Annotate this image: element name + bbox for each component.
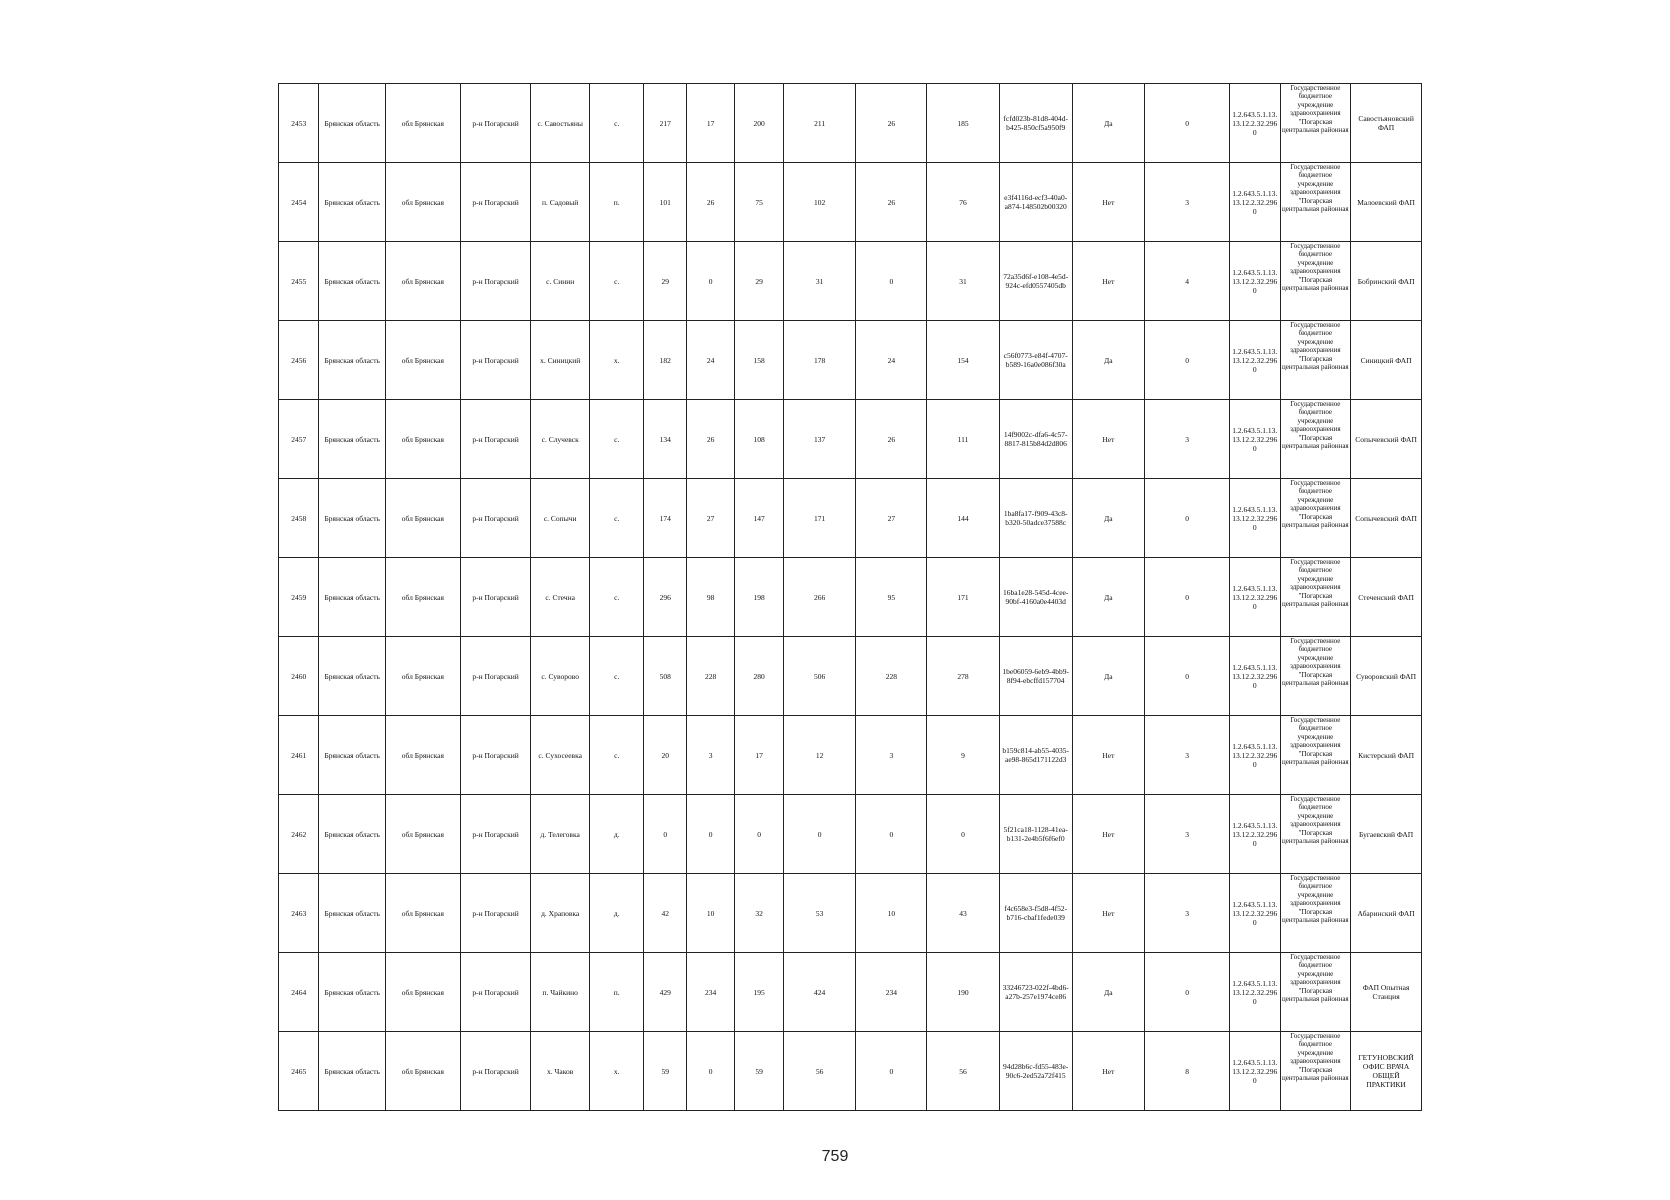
district-cell: р-н Погарский bbox=[460, 242, 531, 321]
flag-cell: Да bbox=[1072, 953, 1145, 1032]
org-code-cell: 1.2.643.5.1.13.13.12.2.32.2960 bbox=[1230, 558, 1280, 637]
population-group-a-2-cell: 24 bbox=[856, 321, 927, 400]
row-number-cell: 2456 bbox=[279, 321, 319, 400]
population-total-cell: 296 bbox=[644, 558, 686, 637]
settlement-type-cell: д. bbox=[589, 795, 644, 874]
population-total-cell: 101 bbox=[644, 163, 686, 242]
count-cell: 0 bbox=[1145, 637, 1230, 716]
population-total-cell: 182 bbox=[644, 321, 686, 400]
row-number-cell: 2453 bbox=[279, 84, 319, 163]
row-number-cell: 2458 bbox=[279, 479, 319, 558]
count-cell: 0 bbox=[1145, 558, 1230, 637]
fap-cell: Суворовский ФАП bbox=[1351, 637, 1422, 716]
settlement-type-cell: с. bbox=[589, 558, 644, 637]
fap-cell: Сопычевский ФАП bbox=[1351, 479, 1422, 558]
oblast-cell: обл Брянская bbox=[386, 84, 461, 163]
population-group-b-2-cell: 154 bbox=[927, 321, 1000, 400]
organization-cell: Государственное бюджетное учреждение здравоохранения "Погарская центральная районная bbox=[1280, 874, 1351, 953]
flag-cell: Нет bbox=[1072, 242, 1145, 321]
population-total-cell: 42 bbox=[644, 874, 686, 953]
district-cell: р-н Погарский bbox=[460, 479, 531, 558]
region-cell: Брянская область bbox=[319, 1032, 386, 1111]
region-cell: Брянская область bbox=[319, 953, 386, 1032]
population-total-2-cell: 102 bbox=[783, 163, 856, 242]
flag-cell: Да bbox=[1072, 321, 1145, 400]
flag-cell: Нет bbox=[1072, 716, 1145, 795]
population-group-a-2-cell: 0 bbox=[856, 242, 927, 321]
population-total-cell: 174 bbox=[644, 479, 686, 558]
settlement-cell: с. Сухосеевка bbox=[531, 716, 590, 795]
population-group-a-2-cell: 26 bbox=[856, 400, 927, 479]
guid-cell: 16ba1e28-545d-4cee-90bf-4160a0e4403d bbox=[999, 558, 1072, 637]
population-group-b-cell: 195 bbox=[735, 953, 783, 1032]
population-group-a-2-cell: 0 bbox=[856, 795, 927, 874]
flag-cell: Да bbox=[1072, 558, 1145, 637]
org-code-cell: 1.2.643.5.1.13.13.12.2.32.2960 bbox=[1230, 1032, 1280, 1111]
guid-cell: 14f9002c-dfa6-4c57-8817-815b84d2d806 bbox=[999, 400, 1072, 479]
population-group-b-cell: 147 bbox=[735, 479, 783, 558]
population-total-cell: 29 bbox=[644, 242, 686, 321]
settlement-type-cell: с. bbox=[589, 479, 644, 558]
settlement-type-cell: с. bbox=[589, 242, 644, 321]
region-cell: Брянская область bbox=[319, 479, 386, 558]
flag-cell: Да bbox=[1072, 479, 1145, 558]
row-number-cell: 2465 bbox=[279, 1032, 319, 1111]
fap-cell: Абаринский ФАП bbox=[1351, 874, 1422, 953]
settlement-type-cell: п. bbox=[589, 953, 644, 1032]
table-row bbox=[279, 321, 1422, 400]
district-cell: р-н Погарский bbox=[460, 163, 531, 242]
organization-cell: Государственное бюджетное учреждение здравоохранения "Погарская центральная районная bbox=[1280, 163, 1351, 242]
row-number-cell: 2460 bbox=[279, 637, 319, 716]
region-cell: Брянская область bbox=[319, 558, 386, 637]
population-group-b-2-cell: 56 bbox=[927, 1032, 1000, 1111]
row-number-cell: 2454 bbox=[279, 163, 319, 242]
org-code-cell: 1.2.643.5.1.13.13.12.2.32.2960 bbox=[1230, 479, 1280, 558]
row-number-cell: 2459 bbox=[279, 558, 319, 637]
population-total-2-cell: 178 bbox=[783, 321, 856, 400]
oblast-cell: обл Брянская bbox=[386, 1032, 461, 1111]
flag-cell: Нет bbox=[1072, 795, 1145, 874]
count-cell: 0 bbox=[1145, 84, 1230, 163]
population-group-a-2-cell: 3 bbox=[856, 716, 927, 795]
fap-cell: Бобринский ФАП bbox=[1351, 242, 1422, 321]
org-code-cell: 1.2.643.5.1.13.13.12.2.32.2960 bbox=[1230, 242, 1280, 321]
table-row bbox=[279, 400, 1422, 479]
flag-cell: Нет bbox=[1072, 400, 1145, 479]
organization-cell: Государственное бюджетное учреждение здравоохранения "Погарская центральная районная bbox=[1280, 558, 1351, 637]
population-total-cell: 20 bbox=[644, 716, 686, 795]
oblast-cell: обл Брянская bbox=[386, 716, 461, 795]
page-number: 759 bbox=[821, 1148, 849, 1165]
population-group-a-cell: 26 bbox=[686, 163, 734, 242]
org-code-cell: 1.2.643.5.1.13.13.12.2.32.2960 bbox=[1230, 637, 1280, 716]
org-code-cell: 1.2.643.5.1.13.13.12.2.32.2960 bbox=[1230, 953, 1280, 1032]
organization-cell: Государственное бюджетное учреждение здравоохранения "Погарская центральная районная bbox=[1280, 637, 1351, 716]
region-cell: Брянская область bbox=[319, 163, 386, 242]
fap-cell: Малоевский ФАП bbox=[1351, 163, 1422, 242]
guid-cell: b159c814-ab55-4035-ae98-865d171122d3 bbox=[999, 716, 1072, 795]
settlement-cell: п. Садовый bbox=[531, 163, 590, 242]
population-group-b-cell: 17 bbox=[735, 716, 783, 795]
fap-cell: Синицкий ФАП bbox=[1351, 321, 1422, 400]
population-group-a-2-cell: 10 bbox=[856, 874, 927, 953]
region-cell: Брянская область bbox=[319, 84, 386, 163]
guid-cell: 1ba8fa17-f909-43c8-b320-50adce37588c bbox=[999, 479, 1072, 558]
population-total-2-cell: 56 bbox=[783, 1032, 856, 1111]
settlement-cell: с. Савостьяны bbox=[531, 84, 590, 163]
population-group-b-cell: 32 bbox=[735, 874, 783, 953]
org-code-cell: 1.2.643.5.1.13.13.12.2.32.2960 bbox=[1230, 874, 1280, 953]
population-group-b-2-cell: 0 bbox=[927, 795, 1000, 874]
table-row bbox=[279, 637, 1422, 716]
settlement-cell: д. Телеговка bbox=[531, 795, 590, 874]
row-number-cell: 2464 bbox=[279, 953, 319, 1032]
district-cell: р-н Погарский bbox=[460, 558, 531, 637]
population-total-cell: 429 bbox=[644, 953, 686, 1032]
org-code-cell: 1.2.643.5.1.13.13.12.2.32.2960 bbox=[1230, 795, 1280, 874]
guid-cell: 33246723-022f-4bd6-a27b-257e1974ce86 bbox=[999, 953, 1072, 1032]
count-cell: 3 bbox=[1145, 874, 1230, 953]
count-cell: 4 bbox=[1145, 242, 1230, 321]
population-group-a-2-cell: 26 bbox=[856, 84, 927, 163]
settlement-type-cell: д. bbox=[589, 874, 644, 953]
flag-cell: Нет bbox=[1072, 1032, 1145, 1111]
region-cell: Брянская область bbox=[319, 400, 386, 479]
organization-cell: Государственное бюджетное учреждение здравоохранения "Погарская центральная районная bbox=[1280, 716, 1351, 795]
population-group-a-cell: 3 bbox=[686, 716, 734, 795]
fap-cell: Кистерский ФАП bbox=[1351, 716, 1422, 795]
population-group-a-cell: 27 bbox=[686, 479, 734, 558]
guid-cell: 94d28b6c-fd55-483e-90c6-2ed52a72f415 bbox=[999, 1032, 1072, 1111]
population-total-2-cell: 137 bbox=[783, 400, 856, 479]
population-total-2-cell: 424 bbox=[783, 953, 856, 1032]
population-group-b-cell: 198 bbox=[735, 558, 783, 637]
oblast-cell: обл Брянская bbox=[386, 242, 461, 321]
region-cell: Брянская область bbox=[319, 874, 386, 953]
district-cell: р-н Погарский bbox=[460, 1032, 531, 1111]
population-total-2-cell: 12 bbox=[783, 716, 856, 795]
settlement-cell: х. Чаков bbox=[531, 1032, 590, 1111]
guid-cell: f4c658e3-f5d8-4f52-b716-cbaf1fede039 bbox=[999, 874, 1072, 953]
guid-cell: e3f4116d-ecf3-40a0-a874-148502b00320 bbox=[999, 163, 1072, 242]
table-row bbox=[279, 163, 1422, 242]
population-group-b-2-cell: 278 bbox=[927, 637, 1000, 716]
population-group-a-2-cell: 228 bbox=[856, 637, 927, 716]
org-code-cell: 1.2.643.5.1.13.13.12.2.32.2960 bbox=[1230, 321, 1280, 400]
population-group-a-2-cell: 0 bbox=[856, 1032, 927, 1111]
population-group-a-cell: 24 bbox=[686, 321, 734, 400]
population-group-b-2-cell: 43 bbox=[927, 874, 1000, 953]
flag-cell: Да bbox=[1072, 637, 1145, 716]
population-group-a-cell: 98 bbox=[686, 558, 734, 637]
region-cell: Брянская область bbox=[319, 242, 386, 321]
population-total-2-cell: 211 bbox=[783, 84, 856, 163]
population-group-a-2-cell: 26 bbox=[856, 163, 927, 242]
population-group-a-cell: 26 bbox=[686, 400, 734, 479]
count-cell: 3 bbox=[1145, 716, 1230, 795]
count-cell: 3 bbox=[1145, 163, 1230, 242]
population-group-b-cell: 280 bbox=[735, 637, 783, 716]
population-group-a-cell: 0 bbox=[686, 795, 734, 874]
population-group-b-2-cell: 31 bbox=[927, 242, 1000, 321]
district-cell: р-н Погарский bbox=[460, 400, 531, 479]
population-total-cell: 217 bbox=[644, 84, 686, 163]
population-group-b-2-cell: 185 bbox=[927, 84, 1000, 163]
settlement-cell: с. Сопычи bbox=[531, 479, 590, 558]
flag-cell: Нет bbox=[1072, 163, 1145, 242]
population-group-b-2-cell: 9 bbox=[927, 716, 1000, 795]
district-cell: р-н Погарский bbox=[460, 953, 531, 1032]
settlement-cell: д. Храповка bbox=[531, 874, 590, 953]
settlement-cell: с. Суворово bbox=[531, 637, 590, 716]
population-total-2-cell: 171 bbox=[783, 479, 856, 558]
district-cell: р-н Погарский bbox=[460, 84, 531, 163]
fap-cell: Савостьяновский ФАП bbox=[1351, 84, 1422, 163]
oblast-cell: обл Брянская bbox=[386, 795, 461, 874]
count-cell: 3 bbox=[1145, 795, 1230, 874]
population-total-2-cell: 53 bbox=[783, 874, 856, 953]
oblast-cell: обл Брянская bbox=[386, 400, 461, 479]
oblast-cell: обл Брянская bbox=[386, 953, 461, 1032]
organization-cell: Государственное бюджетное учреждение здравоохранения "Погарская центральная районная bbox=[1280, 242, 1351, 321]
population-group-a-cell: 234 bbox=[686, 953, 734, 1032]
population-group-b-cell: 158 bbox=[735, 321, 783, 400]
table-row bbox=[279, 874, 1422, 953]
region-cell: Брянская область bbox=[319, 637, 386, 716]
guid-cell: c56f0773-e84f-4707-b589-16a0e086f30a bbox=[999, 321, 1072, 400]
population-group-b-cell: 108 bbox=[735, 400, 783, 479]
population-group-a-cell: 0 bbox=[686, 242, 734, 321]
count-cell: 8 bbox=[1145, 1032, 1230, 1111]
table-row bbox=[279, 953, 1422, 1032]
row-number-cell: 2457 bbox=[279, 400, 319, 479]
population-group-a-2-cell: 95 bbox=[856, 558, 927, 637]
population-total-cell: 508 bbox=[644, 637, 686, 716]
row-number-cell: 2463 bbox=[279, 874, 319, 953]
population-group-b-2-cell: 171 bbox=[927, 558, 1000, 637]
table-row bbox=[279, 795, 1422, 874]
district-cell: р-н Погарский bbox=[460, 874, 531, 953]
table-row bbox=[279, 1032, 1422, 1111]
flag-cell: Нет bbox=[1072, 874, 1145, 953]
settlement-cell: с. Стечна bbox=[531, 558, 590, 637]
organization-cell: Государственное бюджетное учреждение здравоохранения "Погарская центральная районная bbox=[1280, 953, 1351, 1032]
count-cell: 0 bbox=[1145, 953, 1230, 1032]
count-cell: 3 bbox=[1145, 400, 1230, 479]
settlement-type-cell: с. bbox=[589, 400, 644, 479]
table-row bbox=[279, 479, 1422, 558]
settlement-type-cell: п. bbox=[589, 163, 644, 242]
guid-cell: 5f21ca18-1128-41ea-b131-2e4b5f6f6ef0 bbox=[999, 795, 1072, 874]
organization-cell: Государственное бюджетное учреждение здравоохранения "Погарская центральная районная bbox=[1280, 400, 1351, 479]
settlement-cell: п. Чайкино bbox=[531, 953, 590, 1032]
population-group-a-cell: 10 bbox=[686, 874, 734, 953]
fap-cell: Сопычевский ФАП bbox=[1351, 400, 1422, 479]
population-total-2-cell: 506 bbox=[783, 637, 856, 716]
fap-cell: Стеченский ФАП bbox=[1351, 558, 1422, 637]
district-cell: р-н Погарский bbox=[460, 321, 531, 400]
row-number-cell: 2462 bbox=[279, 795, 319, 874]
oblast-cell: обл Брянская bbox=[386, 637, 461, 716]
population-total-2-cell: 31 bbox=[783, 242, 856, 321]
population-group-b-2-cell: 76 bbox=[927, 163, 1000, 242]
district-cell: р-н Погарский bbox=[460, 795, 531, 874]
settlement-cell: с. Случевск bbox=[531, 400, 590, 479]
population-group-b-cell: 75 bbox=[735, 163, 783, 242]
district-cell: р-н Погарский bbox=[460, 716, 531, 795]
population-group-a-cell: 0 bbox=[686, 1032, 734, 1111]
population-group-b-cell: 0 bbox=[735, 795, 783, 874]
population-total-cell: 134 bbox=[644, 400, 686, 479]
table-row bbox=[279, 242, 1422, 321]
org-code-cell: 1.2.643.5.1.13.13.12.2.32.2960 bbox=[1230, 716, 1280, 795]
count-cell: 0 bbox=[1145, 479, 1230, 558]
population-total-2-cell: 0 bbox=[783, 795, 856, 874]
guid-cell: 1be06059-6eb9-4bb9-8f94-ebcffd157704 bbox=[999, 637, 1072, 716]
settlement-type-cell: с. bbox=[589, 716, 644, 795]
district-cell: р-н Погарский bbox=[460, 637, 531, 716]
region-cell: Брянская область bbox=[319, 321, 386, 400]
row-number-cell: 2461 bbox=[279, 716, 319, 795]
settlements-table bbox=[278, 83, 1422, 1111]
settlement-type-cell: с. bbox=[589, 84, 644, 163]
oblast-cell: обл Брянская bbox=[386, 874, 461, 953]
population-group-a-2-cell: 27 bbox=[856, 479, 927, 558]
settlement-cell: х. Синицкий bbox=[531, 321, 590, 400]
region-cell: Брянская область bbox=[319, 795, 386, 874]
org-code-cell: 1.2.643.5.1.13.13.12.2.32.2960 bbox=[1230, 84, 1280, 163]
organization-cell: Государственное бюджетное учреждение здравоохранения "Погарская центральная районная bbox=[1280, 479, 1351, 558]
population-total-cell: 0 bbox=[644, 795, 686, 874]
organization-cell: Государственное бюджетное учреждение здравоохранения "Погарская центральная районная bbox=[1280, 84, 1351, 163]
org-code-cell: 1.2.643.5.1.13.13.12.2.32.2960 bbox=[1230, 163, 1280, 242]
settlement-type-cell: с. bbox=[589, 637, 644, 716]
region-cell: Брянская область bbox=[319, 716, 386, 795]
fap-cell: ФАП Опытная Станция bbox=[1351, 953, 1422, 1032]
guid-cell: fcfd023b-81d8-404d-b425-850cf5a950f9 bbox=[999, 84, 1072, 163]
population-total-2-cell: 266 bbox=[783, 558, 856, 637]
population-group-b-2-cell: 144 bbox=[927, 479, 1000, 558]
settlement-type-cell: х. bbox=[589, 321, 644, 400]
population-group-a-cell: 228 bbox=[686, 637, 734, 716]
organization-cell: Государственное бюджетное учреждение здравоохранения "Погарская центральная районная bbox=[1280, 795, 1351, 874]
org-code-cell: 1.2.643.5.1.13.13.12.2.32.2960 bbox=[1230, 400, 1280, 479]
row-number-cell: 2455 bbox=[279, 242, 319, 321]
fap-cell: Бугаевский ФАП bbox=[1351, 795, 1422, 874]
oblast-cell: обл Брянская bbox=[386, 321, 461, 400]
population-group-b-cell: 29 bbox=[735, 242, 783, 321]
table-row bbox=[279, 716, 1422, 795]
oblast-cell: обл Брянская bbox=[386, 163, 461, 242]
population-group-b-2-cell: 190 bbox=[927, 953, 1000, 1032]
table-row bbox=[279, 84, 1422, 163]
settlement-type-cell: х. bbox=[589, 1032, 644, 1111]
organization-cell: Государственное бюджетное учреждение здравоохранения "Погарская центральная районная bbox=[1280, 321, 1351, 400]
population-group-b-cell: 200 bbox=[735, 84, 783, 163]
population-group-b-cell: 59 bbox=[735, 1032, 783, 1111]
population-group-a-2-cell: 234 bbox=[856, 953, 927, 1032]
flag-cell: Да bbox=[1072, 84, 1145, 163]
count-cell: 0 bbox=[1145, 321, 1230, 400]
organization-cell: Государственное бюджетное учреждение здравоохранения "Погарская центральная районная bbox=[1280, 1032, 1351, 1111]
population-group-b-2-cell: 111 bbox=[927, 400, 1000, 479]
oblast-cell: обл Брянская bbox=[386, 558, 461, 637]
population-total-cell: 59 bbox=[644, 1032, 686, 1111]
table-row bbox=[279, 558, 1422, 637]
guid-cell: 72a35d6f-e108-4e5d-924c-efd0557405db bbox=[999, 242, 1072, 321]
settlement-cell: с. Синин bbox=[531, 242, 590, 321]
oblast-cell: обл Брянская bbox=[386, 479, 461, 558]
fap-cell: ГЕТУНОВСКИЙ ОФИС ВРАЧА ОБЩЕЙ ПРАКТИКИ bbox=[1351, 1032, 1422, 1111]
population-group-a-cell: 17 bbox=[686, 84, 734, 163]
